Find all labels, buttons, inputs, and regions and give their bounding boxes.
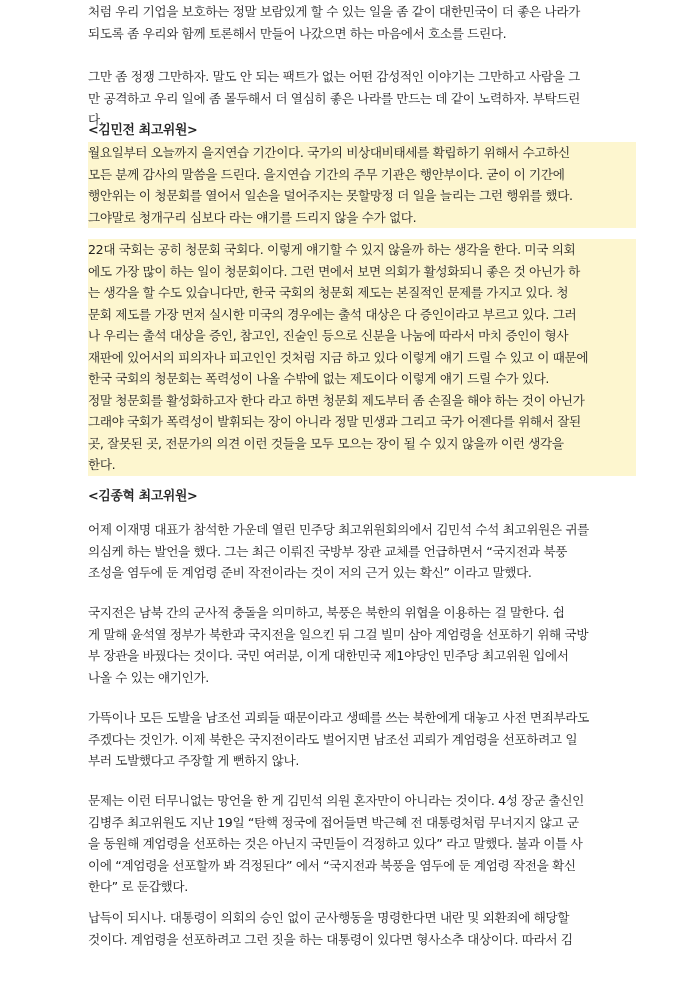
paragraph: 월요일부터 오늘까지 을지연습 기간이다. 국가의 비상대비태세를 확립하기 위해서 수고하신 모든 분께 감사의 말씀을 드린다. 을지연습 기간의 주무 기관은 행안부이다. 굳이 이 기간에 행안위는 이 청문회를 열어서 일손을 덜어주지는 못할망정 더 일을 늘리는 그런 행위를 했다. 그야말로 청개구리 심보다 라는 얘기를 드리지 않을 수가 없다. [88, 142, 636, 228]
paragraph: 처럼 우리 기업을 보호하는 정말 보람있게 할 수 있는 일을 좀 같이 대한민국이 더 좋은 나라가 되도록 좀 우리와 함께 토론해서 만들어 나갔으면 하는 마음에서 호소를 드린다. [88, 4, 580, 41]
paragraph: 어제 이재명 대표가 참석한 가운데 열린 민주당 최고위원회의에서 김민석 수석 최고위원은 귀를 의심케 하는 발언을 했다. 그는 최근 이뤄진 국방부 장관 교체를 언급하면서 “국지전과 북풍 조성을 염두에 둔 계엄령 준비 작전이라는 것이 저의 근거 있는 확신” 이라고 말했다. [88, 522, 589, 580]
paragraph: 문제는 이런 터무니없는 망언을 한 게 김민석 의원 혼자만이 아니라는 것이다. 4성 장군 출신인 김병주 최고위원도 지난 19일 “탄핵 정국에 접어들면 박근혜 전 대통령처럼 무너지지 않고 군 을 동원해 계엄령을 선포하는 것은 아닌지 국민들이 걱정하고 있다” 라고 말했다. 불과 이틀 사 이에 “계엄령을 선포할까 봐 걱정된다” 에서 “국지전과 북풍을 염두에 둔 계엄령 작전을 확신 한다” 로 둔갑했다. [88, 793, 584, 894]
paragraph: 22대 국회는 공히 청문회 국회다. 이렇게 얘기할 수 있지 않을까 하는 생각을 한다. 미국 의회 에도 가장 많이 하는 일이 청문회이다. 그런 면에서 보면 의회가 활성화되니 좋은 것 아닌가 하 는 생각을 할 수도 있습니다만, 한국 국회의 청문회 제도는 본질적인 문제를 가지고 있다. 청 문회 제도를 가장 먼저 실시한 미국의 경우에는 출석 대상은 다 증인이라고 부르고 있다. 그러 나 우리는 출석 대상을 증인, 참고인, 진술인 등으로 신분을 나눔에 따라서 마치 증인이 형사 재판에 있어서의 피의자나 피고인인 것처럼 지금 하고 있다 이렇게 얘기 드릴 수 있고 이 때문에 한국 국회의 청문회는 폭력성이 나올 수밖에 없는 제도이다 이렇게 얘기 드릴 수가 있다. 정말 청문회를 활성화하고자 한다 라고 하면 청문회 제도부터 좀 손질을 해야 하는 것이 아닌가 그래야 국회가 폭력성이 발휘되는 장이 아니라 정말 민생과 그리고 국가 어젠다를 위해서 잘된 곳, 잘못된 곳, 전문가의 의견 이런 것들을 모두 모으는 장이 될 수 있지 않을까 이런 생각을 한다. [88, 239, 636, 476]
speaker-header: <김종혁 최고위원> [88, 489, 198, 504]
paragraph: 국지전은 남북 간의 군사적 충돌을 의미하고, 북풍은 북한의 위협을 이용하는 걸 말한다. 쉽 게 말해 윤석열 정부가 북한과 국지전을 일으킨 뒤 그걸 빌미 삼아 계엄령을 선포하기 위해 국방 부 장관을 바꿨다는 것이다. 국민 여러분, 이게 대한민국 제1야당인 민주당 최고위원 입에서 나올 수 있는 얘기인가. [88, 605, 589, 685]
speaker-header: <김민전 최고위원> [88, 123, 198, 138]
paragraph: 가뜩이나 모든 도발을 남조선 괴뢰들 때문이라고 생떼를 쓰는 북한에게 대놓고 사전 면죄부라도 주겠다는 것인가. 이제 북한은 국지전이라도 벌어지면 남조선 괴뢰가 계엄령을 선포하려고 일 부러 도발했다고 주장할 게 뻔하지 않나. [88, 710, 589, 768]
paragraph: 납득이 되시나. 대통령이 의회의 승인 없이 군사행동을 명령한다면 내란 및 외환죄에 해당할 것이다. 계엄령을 선포하려고 그런 짓을 하는 대통령이 있다면 형사소추 대상이다. 따라서 김 [88, 910, 573, 947]
paragraph: 그만 좀 정쟁 그만하자. 말도 안 되는 팩트가 없는 어떤 감성적인 이야기는 그만하고 사람을 그 만 공격하고 우리 일에 좀 몰두해서 더 열심히 좋은 나라를 만드는 데 같이 노력하자. 부탁드린 다. [88, 69, 580, 127]
